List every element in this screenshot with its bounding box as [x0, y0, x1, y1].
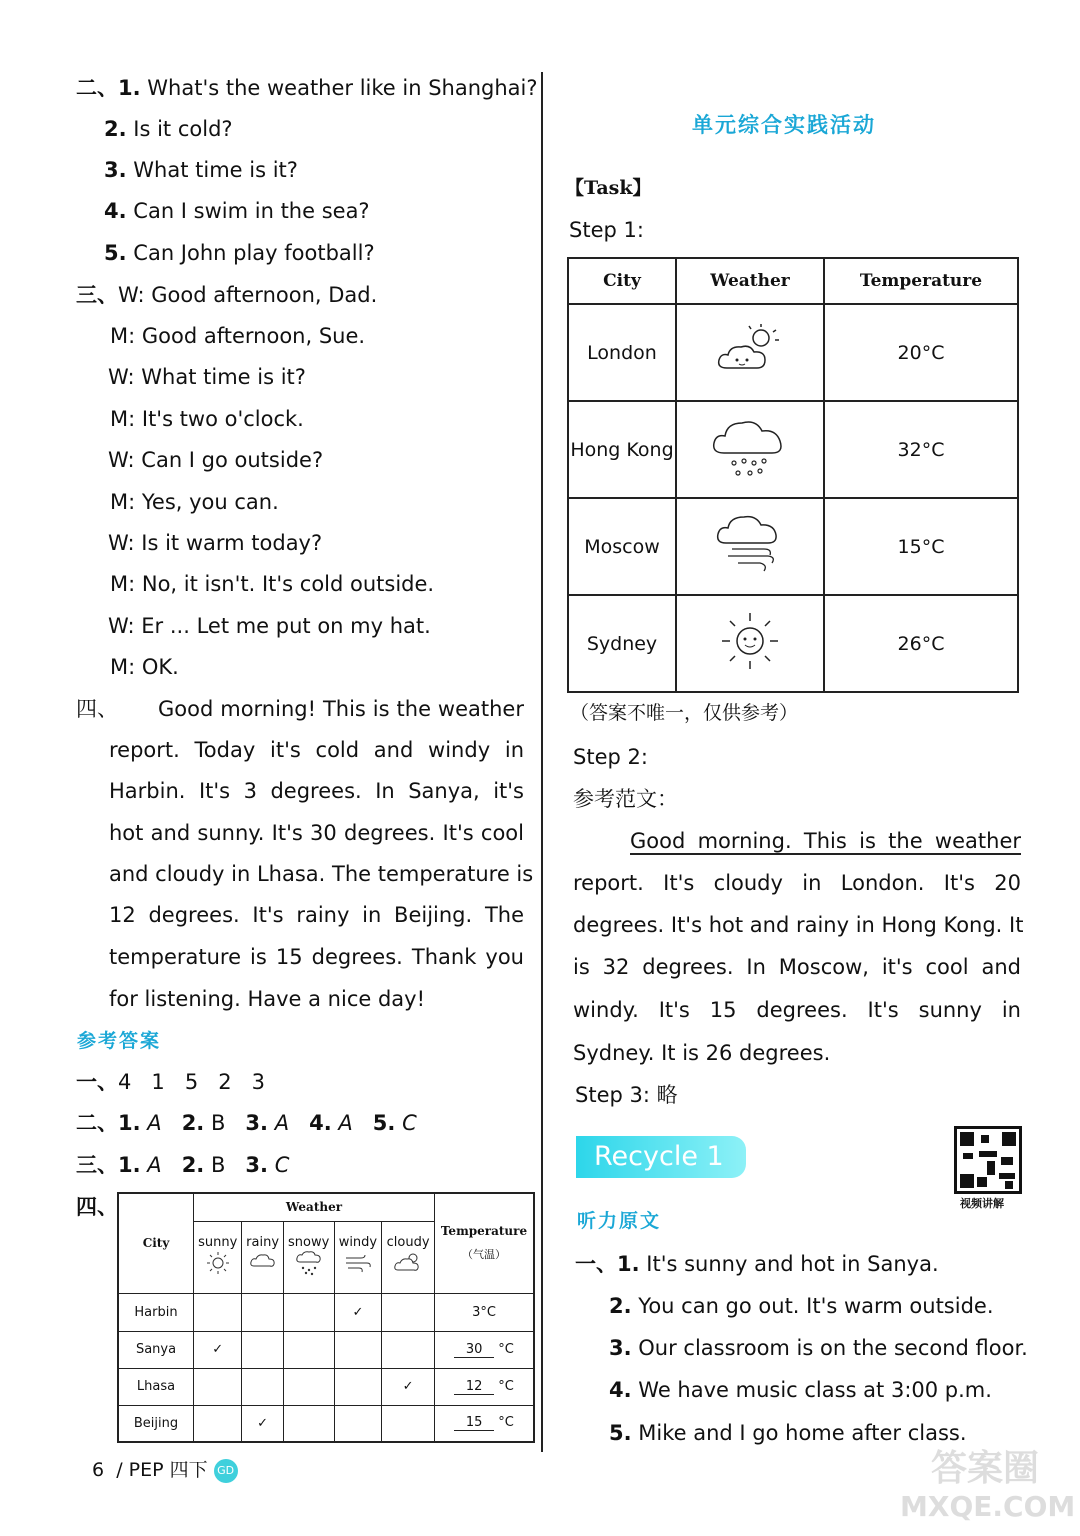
table-row	[118, 1368, 534, 1405]
sample-line: is 32 degrees. In Moscow, it's cool and	[573, 955, 1021, 979]
temp-cell: 32°C	[824, 401, 1018, 498]
temp-cell: 15 °C	[435, 1405, 535, 1442]
answer-row-2: 二、1. A 2. B 3. A 4. A 5. C	[76, 1111, 417, 1135]
listening-line: We have music class at 3:00 p.m.	[638, 1378, 992, 1402]
question-text: Is it cold?	[133, 117, 233, 141]
cell-0-1	[242, 1293, 283, 1331]
page-footer: 6 / PEP 四下 GD	[92, 1455, 238, 1485]
sample-title: 参考范文：	[573, 787, 678, 811]
header-weather: Weather	[676, 258, 824, 304]
report-line: 12 degrees. It's rainy in Beijing. The	[109, 903, 524, 927]
col-weather: Weather	[194, 1193, 435, 1221]
dialogue-line: M: No, it isn't. It's cold outside.	[110, 572, 435, 596]
weather-cell	[676, 401, 824, 498]
watermark: 答案圈 MXQE.COM	[900, 1448, 1076, 1523]
temp-cell: 12 °C	[435, 1368, 535, 1405]
section-4-head: 四、	[76, 697, 118, 721]
dialogue-line: W: Er ... Let me put on my hat.	[108, 614, 431, 638]
check-mark: ✓	[242, 1405, 283, 1442]
sample-line: Sydney. It is 26 degrees.	[573, 1041, 831, 1065]
temp-cell: 3°C	[435, 1293, 535, 1331]
dialogue-line: M: Yes, you can.	[110, 490, 279, 514]
weather-type-snowy: snowy	[283, 1221, 334, 1293]
answers-title: 参考答案	[77, 1030, 162, 1052]
city-cell: Sydney	[568, 595, 676, 692]
cell-2-1	[242, 1368, 283, 1405]
table-row	[568, 304, 1018, 401]
dialogue-line: M: Good afternoon, Sue.	[110, 324, 366, 348]
recycle-banner: Recycle 1	[576, 1136, 746, 1178]
temp-cell: 20°C	[824, 304, 1018, 401]
section-3-head: 三、	[76, 283, 118, 307]
col-city: City	[118, 1193, 194, 1293]
snow-cloud-icon	[294, 1250, 324, 1276]
answer-row-1: 一、4 1 5 2 3	[76, 1070, 265, 1094]
answer-weather-table	[117, 1192, 535, 1443]
dialogue-line: W: Good afternoon, Dad.	[118, 283, 378, 307]
question-text: What's the weather like in Shanghai?	[147, 76, 538, 100]
listening-line: Our classroom is on the second floor.	[638, 1336, 1028, 1360]
weather-cell	[676, 498, 824, 595]
table-row	[118, 1405, 534, 1442]
weather-type-cloudy: cloudy	[382, 1221, 435, 1293]
answer-row-3: 三、1. A 2. B 3. C	[76, 1153, 290, 1177]
weather-cell	[676, 595, 824, 692]
report-line: and cloudy in Lhasa. The temperature is	[109, 862, 534, 886]
book-title: PEP 四下	[128, 1459, 208, 1481]
cloud-sun-icon	[715, 322, 785, 378]
qr-caption: 视频讲解	[960, 1197, 1004, 1210]
step-2-label: Step 2:	[573, 745, 648, 769]
note-text: （答案不唯一，仅供参考）	[570, 702, 799, 724]
cell-2-0	[194, 1368, 242, 1405]
weather-cell	[676, 304, 824, 401]
report-line: hot and sunny. It's 30 degrees. It's cool	[109, 821, 524, 845]
table-row	[568, 498, 1018, 595]
report-line: Harbin. It's 3 degrees. In Sanya, it's	[109, 779, 524, 803]
table-row	[118, 1331, 534, 1368]
column-divider	[541, 72, 543, 1452]
cell-0-2	[283, 1293, 334, 1331]
rain-cloud-icon	[710, 409, 790, 485]
listening-line: Mike and I go home after class.	[638, 1421, 967, 1445]
sample-line: Good morning. This is the weather	[630, 829, 1021, 853]
report-line: Good morning! This is the weather	[158, 697, 524, 721]
dialogue-line: W: Can I go outside?	[108, 448, 324, 472]
qr-code-icon[interactable]	[954, 1126, 1022, 1194]
check-mark: ✓	[194, 1331, 242, 1368]
check-mark: ✓	[334, 1293, 382, 1331]
temp-cell: 30 °C	[435, 1331, 535, 1368]
listening-line: It's sunny and hot in Sanya.	[646, 1252, 939, 1276]
table-row	[568, 595, 1018, 692]
temp-cell: 26°C	[824, 595, 1018, 692]
section-2-head: 二、	[76, 76, 118, 100]
city-cell: Harbin	[118, 1293, 194, 1331]
cell-3-0	[194, 1405, 242, 1442]
question-text: Can John play football?	[133, 241, 375, 265]
question-text: Can I swim in the sea?	[133, 199, 370, 223]
table-row	[118, 1293, 534, 1331]
page-number: 6	[92, 1459, 105, 1481]
task-label: 【Task】	[565, 177, 652, 199]
cell-1-4	[382, 1331, 435, 1368]
table-row	[568, 401, 1018, 498]
cell-1-1	[242, 1331, 283, 1368]
weather-type-sunny: sunny	[194, 1221, 242, 1293]
weather-type-rainy: rainy	[242, 1221, 283, 1293]
activity-title: 单元综合实践活动	[692, 113, 876, 137]
dialogue-line: W: Is it warm today?	[108, 531, 323, 555]
city-cell: London	[568, 304, 676, 401]
report-line: temperature is 15 degrees. Thank you	[109, 945, 524, 969]
sample-line: windy. It's 15 degrees. It's sunny in	[573, 998, 1021, 1022]
check-mark: ✓	[382, 1368, 435, 1405]
cell-1-3	[334, 1331, 382, 1368]
cell-3-4	[382, 1405, 435, 1442]
step-1-label: Step 1:	[569, 218, 644, 242]
cell-3-3	[334, 1405, 382, 1442]
header-city: City	[568, 258, 676, 304]
question-text: What time is it?	[133, 158, 298, 182]
city-cell: Beijing	[118, 1405, 194, 1442]
weather-table	[567, 257, 1019, 693]
col-temperature: Temperature （气温）	[435, 1193, 535, 1293]
city-cell: Moscow	[568, 498, 676, 595]
cell-2-2	[283, 1368, 334, 1405]
dialogue-line: W: What time is it?	[108, 365, 306, 389]
cell-2-3	[334, 1368, 382, 1405]
dialogue-line: M: It's two o'clock.	[110, 407, 304, 431]
weather-type-windy: windy	[334, 1221, 382, 1293]
header-temperature: Temperature	[824, 258, 1018, 304]
cell-0-4	[382, 1293, 435, 1331]
dialogue-line: M: OK.	[110, 655, 179, 679]
city-cell: Sanya	[118, 1331, 194, 1368]
windy-cloud-icon	[714, 509, 786, 579]
temp-cell: 15°C	[824, 498, 1018, 595]
rain-cloud-icon	[248, 1250, 278, 1276]
sun-icon	[718, 609, 782, 673]
report-line: for listening. Have a nice day!	[109, 987, 426, 1011]
cloud-sun-icon	[393, 1250, 423, 1276]
city-cell: Hong Kong	[568, 401, 676, 498]
answer-4-head: 四、	[76, 1195, 118, 1219]
report-line: report. Today it's cold and windy in	[109, 738, 524, 762]
sample-line: degrees. It's hot and rainy in Hong Kong. It	[573, 913, 1024, 937]
city-cell: Lhasa	[118, 1368, 194, 1405]
cell-1-2	[283, 1331, 334, 1368]
edition-badge: GD	[214, 1459, 238, 1483]
cell-0-0	[194, 1293, 242, 1331]
sun-icon	[205, 1250, 231, 1276]
cell-3-2	[283, 1405, 334, 1442]
listening-title: 听力原文	[577, 1210, 662, 1232]
listening-line: You can go out. It's warm outside.	[638, 1294, 994, 1318]
sample-line: report. It's cloudy in London. It's 20	[573, 871, 1021, 895]
step-3-label: Step 3: 略	[575, 1083, 678, 1107]
wind-icon	[343, 1250, 373, 1276]
